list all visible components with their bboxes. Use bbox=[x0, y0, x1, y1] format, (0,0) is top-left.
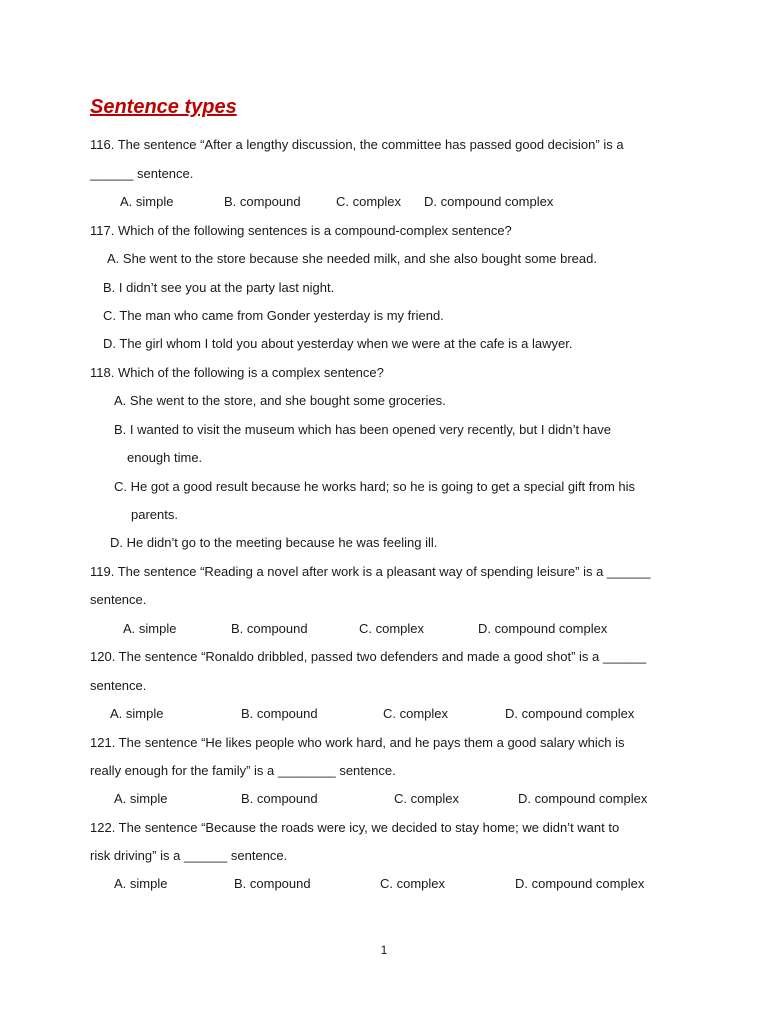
question-119-stem-line2: sentence. bbox=[90, 592, 147, 607]
question-122-stem-line2: risk driving” is a ______ sentence. bbox=[90, 848, 288, 863]
question-118-option-c-line2: parents. bbox=[131, 507, 178, 522]
question-119-option-a: A. simple bbox=[123, 621, 177, 636]
question-116-option-b: B. compound bbox=[224, 194, 301, 209]
question-117-option-b: B. I didn’t see you at the party last night. bbox=[103, 280, 335, 295]
question-116-option-c: C. complex bbox=[336, 194, 402, 209]
question-120-option-b: B. compound bbox=[241, 706, 318, 721]
question-116-stem-line1: 116. The sentence “After a lengthy discussion, the committee has passed good decision” is a bbox=[90, 137, 624, 152]
question-121-option-a: A. simple bbox=[114, 791, 168, 806]
question-118-option-c-line1: C. He got a good result because he works hard; so he is going to get a special gift from his bbox=[114, 479, 636, 494]
question-119-option-b: B. compound bbox=[231, 621, 308, 636]
question-117-option-c: C. The man who came from Gonder yesterday is my friend. bbox=[103, 308, 444, 323]
question-120-option-d: D. compound complex bbox=[505, 706, 635, 721]
question-118-option-b-line1: B. I wanted to visit the museum which has been opened very recently, but I didn’t have bbox=[114, 422, 611, 437]
question-119-stem-line1: 119. The sentence “Reading a novel after work is a pleasant way of spending leisure” is a ______ bbox=[90, 564, 651, 579]
question-122-option-d: D. compound complex bbox=[515, 876, 645, 891]
question-121-stem-line1: 121. The sentence “He likes people who work hard, and he pays them a good salary which is bbox=[90, 735, 625, 750]
question-119-option-d: D. compound complex bbox=[478, 621, 608, 636]
question-122-option-c: C. complex bbox=[380, 876, 446, 891]
question-116-option-d: D. compound complex bbox=[424, 194, 554, 209]
question-120-option-c: C. complex bbox=[383, 706, 449, 721]
question-118-option-d: D. He didn’t go to the meeting because he was feeling ill. bbox=[110, 535, 438, 550]
question-121-stem-line2: really enough for the family” is a ________ sentence. bbox=[90, 763, 396, 778]
question-118-option-a: A. She went to the store, and she bought some groceries. bbox=[114, 393, 446, 408]
question-122-option-a: A. simple bbox=[114, 876, 168, 891]
question-121-option-c: C. complex bbox=[394, 791, 460, 806]
question-122-option-b: B. compound bbox=[234, 876, 311, 891]
question-118-stem: 118. Which of the following is a complex sentence? bbox=[90, 365, 384, 380]
page-title: Sentence types bbox=[90, 96, 237, 118]
question-116-option-a: A. simple bbox=[120, 194, 174, 209]
question-119-option-c: C. complex bbox=[359, 621, 425, 636]
question-117-option-a: A. She went to the store because she needed milk, and she also bought some bread. bbox=[107, 251, 597, 266]
question-120-option-a: A. simple bbox=[110, 706, 164, 721]
page-number: 1 bbox=[380, 943, 388, 957]
question-122-stem-line1: 122. The sentence “Because the roads were icy, we decided to stay home; we didn’t want to bbox=[90, 820, 620, 835]
question-120-stem-line1: 120. The sentence “Ronaldo dribbled, passed two defenders and made a good shot” is a ______ bbox=[90, 649, 647, 664]
question-117-stem: 117. Which of the following sentences is a compound-complex sentence? bbox=[90, 223, 512, 238]
question-120-stem-line2: sentence. bbox=[90, 678, 147, 693]
question-121-option-d: D. compound complex bbox=[518, 791, 648, 806]
question-117-option-d: D. The girl whom I told you about yesterday when we were at the cafe is a lawyer. bbox=[103, 336, 573, 351]
question-118-option-b-line2: enough time. bbox=[127, 450, 203, 465]
question-121-option-b: B. compound bbox=[241, 791, 318, 806]
question-116-stem-line2: ______ sentence. bbox=[90, 166, 194, 181]
